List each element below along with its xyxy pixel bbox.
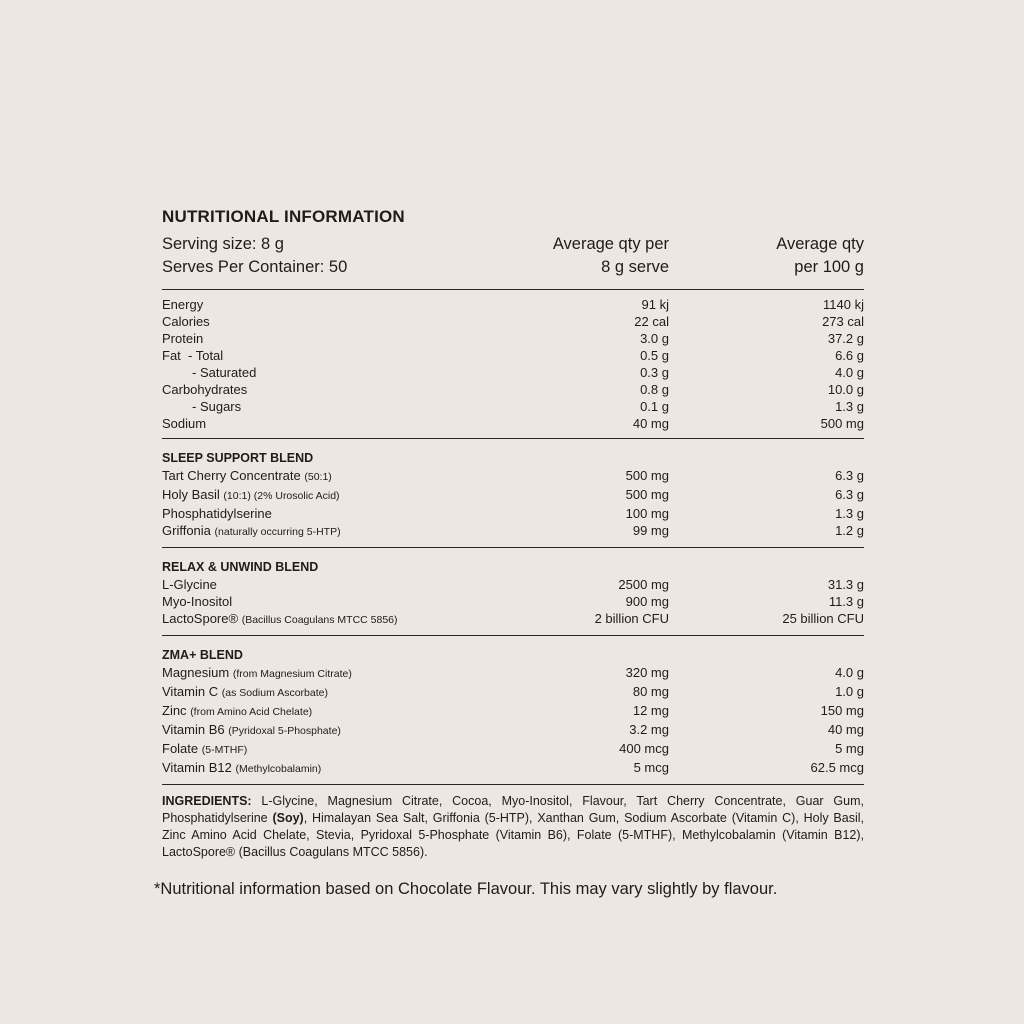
per-100g-value: 1140 kj — [823, 297, 864, 312]
per-100g-value: 1.0 g — [835, 684, 864, 699]
ingredient-note: (naturally occurring 5-HTP) — [214, 526, 341, 538]
per-serve-value: 2500 mg — [618, 577, 669, 592]
nutrient-row — [162, 330, 864, 347]
per-serve-value: 100 mg — [625, 506, 669, 521]
per-serve-value: 99 mg — [632, 523, 669, 538]
per-100g-value: 273 cal — [822, 314, 864, 329]
ingredient-name: Tart Cherry Concentrate — [162, 468, 301, 483]
blend-title: SLEEP SUPPORT BLEND — [162, 451, 314, 465]
blend-title: ZMA+ BLEND — [162, 648, 243, 662]
sleep-blend-section — [162, 439, 864, 547]
per-serve-value: 0.3 g — [640, 365, 669, 380]
nutrient-row — [162, 398, 864, 415]
ingredient-note: (Pyridoxal 5-Phosphate) — [228, 725, 341, 737]
nutrient-name: - Saturated — [192, 365, 257, 380]
ingredients-label: INGREDIENTS: — [162, 794, 252, 808]
ingredient-name: Vitamin B6 — [162, 722, 225, 737]
per-100g-value: 10.0 g — [827, 382, 864, 397]
ingredient-note: (Bacillus Coagulans MTCC 5856) — [241, 614, 398, 626]
ingredient-name-cell — [162, 683, 489, 702]
per-serve-value: 5 mcg — [633, 760, 669, 775]
ingredient-row — [162, 610, 864, 629]
ingredient-row — [162, 664, 864, 683]
per-serve-value: 0.5 g — [640, 348, 669, 363]
ingredient-name: Zinc — [162, 703, 187, 718]
ingredient-name-cell — [162, 610, 489, 629]
per-serve-value: 900 mg — [625, 594, 669, 609]
ingredient-row — [162, 759, 864, 778]
per-serve-value: 400 mcg — [619, 741, 669, 756]
ingredient-name-cell — [162, 721, 489, 740]
per-100g-value: 40 mg — [827, 722, 864, 737]
per-100g-value: 1.3 g — [835, 399, 864, 414]
ingredients-text: L-Glycine, Magnesium Citrate, Cocoa, Myo-Inositol, Flavour, Tart Cherry Concentrate, Guar Gum, Phosphatidylserine — [162, 794, 864, 825]
per-100g-value: 1.3 g — [835, 506, 864, 521]
blend-title: RELAX & UNWIND BLEND — [162, 560, 319, 574]
per-serve-value: 22 cal — [634, 314, 669, 329]
nutrient-row — [162, 313, 864, 330]
per-100g-value: 4.0 g — [835, 365, 864, 380]
per-serve-value: 40 mg — [632, 416, 669, 431]
ingredient-name: Myo-Inositol — [162, 594, 233, 609]
column-header-100g-line2: per 100 g — [794, 258, 864, 276]
ingredient-name-cell — [162, 664, 489, 683]
per-100g-value: 37.2 g — [827, 331, 864, 346]
serves-per-container: Serves Per Container: 50 — [162, 258, 348, 276]
ingredient-name-cell — [162, 740, 489, 759]
per-serve-value: 3.0 g — [640, 331, 669, 346]
serving-size: Serving size: 8 g — [162, 235, 284, 253]
ingredient-name: L-Glycine — [162, 577, 217, 592]
ingredient-name-cell — [162, 505, 489, 522]
ingredient-name: LactoSpore® — [162, 611, 239, 626]
ingredients-list — [162, 785, 864, 861]
header-row-2 — [162, 256, 864, 279]
per-100g-value: 6.3 g — [835, 468, 864, 483]
column-header-serve-line1: Average qty per — [552, 235, 669, 253]
per-100g-value: 31.3 g — [827, 577, 864, 592]
per-serve-value: 3.2 mg — [629, 722, 669, 737]
nutrient-name: Energy — [162, 297, 204, 312]
per-serve-value: 12 mg — [632, 703, 669, 718]
ingredient-name-cell — [162, 486, 489, 505]
per-100g-value: 150 mg — [820, 703, 864, 718]
per-serve-value: 0.8 g — [640, 382, 669, 397]
ingredient-name-cell — [162, 576, 489, 593]
nutrient-row — [162, 364, 864, 381]
footnote: *Nutritional information based on Chocolate Flavour. This may vary slightly by flavour. — [154, 880, 778, 898]
zma-blend-section — [162, 636, 864, 784]
per-100g-value: 1.2 g — [835, 523, 864, 538]
ingredient-note: (Methylcobalamin) — [235, 763, 322, 775]
ingredient-row — [162, 505, 864, 522]
nutrient-row — [162, 415, 864, 432]
ingredient-note: (10:1) (2% Urosolic Acid) — [223, 490, 340, 502]
panel-title: NUTRITIONAL INFORMATION — [162, 207, 405, 226]
ingredient-row — [162, 593, 864, 610]
per-serve-value: 320 mg — [625, 665, 669, 680]
ingredient-row — [162, 486, 864, 505]
nutrient-name: Sodium — [162, 416, 207, 431]
ingredient-note: (5-MTHF) — [201, 744, 248, 756]
ingredient-name-cell — [162, 759, 489, 778]
ingredient-row — [162, 683, 864, 702]
header-row-1 — [162, 233, 864, 256]
ingredient-name-cell — [162, 467, 489, 486]
per-serve-value: 500 mg — [625, 468, 669, 483]
per-100g-value: 62.5 mcg — [810, 760, 864, 775]
ingredient-name-cell — [162, 702, 489, 721]
per-100g-value: 6.3 g — [835, 487, 864, 502]
ingredient-name: Folate — [162, 741, 199, 756]
ingredient-name: Magnesium — [162, 665, 230, 680]
ingredient-note: (50:1) — [304, 471, 332, 483]
ingredient-name: Holy Basil — [162, 487, 220, 502]
ingredient-row — [162, 702, 864, 721]
nutrient-name: Calories — [162, 314, 210, 329]
ingredient-row — [162, 721, 864, 740]
ingredient-name: Phosphatidylserine — [162, 506, 272, 521]
ingredient-row — [162, 467, 864, 486]
ingredient-name: Vitamin B12 — [162, 760, 232, 775]
nutrient-name: Protein — [162, 331, 204, 346]
per-serve-value: 2 billion CFU — [594, 611, 669, 626]
nutrient-row — [162, 296, 864, 313]
nutrient-name: Fat - Total — [162, 348, 224, 363]
per-100g-value: 6.6 g — [835, 348, 864, 363]
ingredient-name: Vitamin C — [162, 684, 219, 699]
column-header-serve-line2: 8 g serve — [601, 258, 669, 276]
nutrient-row — [162, 347, 864, 364]
ingredient-row — [162, 740, 864, 759]
nutrient-row — [162, 381, 864, 398]
ingredient-row — [162, 576, 864, 593]
per-serve-value: 500 mg — [625, 487, 669, 502]
nutrient-name: Carbohydrates — [162, 382, 248, 397]
column-header-100g-line1: Average qty — [776, 235, 864, 253]
per-serve-value: 91 kj — [641, 297, 669, 312]
per-serve-value: 0.1 g — [640, 399, 669, 414]
ingredient-name: Griffonia — [162, 523, 211, 538]
ingredients-text: , Himalayan Sea Salt, Griffonia (5-HTP), Xanthan Gum, Sodium Ascorbate (Vitamin C), Holy Basil, Zinc Amino Acid Chelate, Stevia, Pyridoxal 5-Phosphate (Vitamin B6), Folate (5-MTHF), Methylcobalamin (Vitamin B12), LactoSpore® (Bacillus Coagulans MTCC 5856). — [162, 811, 864, 859]
allergen-soy: (Soy) — [272, 811, 304, 825]
nutrients-section — [162, 290, 864, 438]
ingredient-note: (from Amino Acid Chelate) — [190, 706, 313, 718]
per-100g-value: 11.3 g — [828, 594, 864, 609]
ingredient-name-cell — [162, 522, 489, 541]
ingredient-name-cell — [162, 593, 489, 610]
per-100g-value: 500 mg — [820, 416, 864, 431]
per-100g-value: 4.0 g — [835, 665, 864, 680]
nutrition-panel — [162, 207, 864, 861]
ingredient-note: (as Sodium Ascorbate) — [221, 687, 328, 699]
nutrient-name: - Sugars — [192, 399, 242, 414]
per-100g-value: 5 mg — [835, 741, 864, 756]
ingredient-note: (from Magnesium Citrate) — [232, 668, 352, 680]
ingredient-row — [162, 522, 864, 541]
per-100g-value: 25 billion CFU — [782, 611, 864, 626]
per-serve-value: 80 mg — [632, 684, 669, 699]
relax-blend-section — [162, 548, 864, 635]
